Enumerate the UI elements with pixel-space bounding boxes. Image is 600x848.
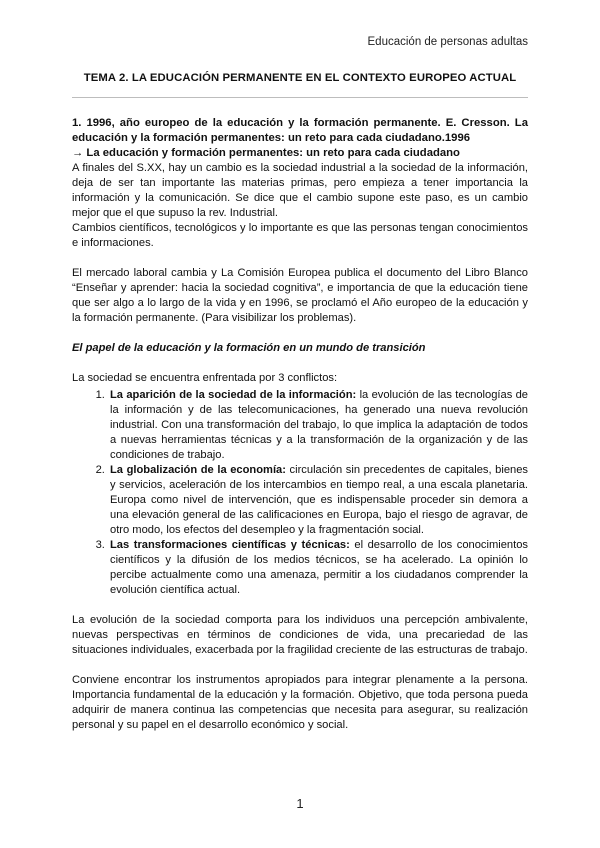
paragraph-1: A finales del S.XX, hay un cambio es la sociedad industrial a la sociedad de la información, deja de ser tan importante las materias primas, pero empieza a tener importancia la información y la comunicación. Se dice que el cambio supone este paso, es un cambio mejor que el que supuso la rev. Industrial. — [72, 162, 528, 219]
title-divider — [72, 97, 528, 98]
paragraph-5: Conviene encontrar los instrumentos apropiados para integrar plenamente a la persona. Importancia fundamental de la educación y la formación. Objetivo, que toda persona pueda adquirir de manera continua las competencias que necesita para asegurar, su realización personal y su papel en el desarrollo económico y social. — [72, 674, 528, 731]
page-number: 1 — [296, 796, 304, 811]
paragraph-2: Cambios científicos, tecnológicos y lo importante es que las personas tengan conocimientos e informaciones. — [72, 222, 528, 249]
conflict-text: circulación sin precedentes de capitales, bienes y servicios, aceleración de los intercambios en tiempo real, a una escala planetaria. Europa como nivel de intervención, que es indispensable proceder sin demora a una elevación general de las calificaciones en Europa, bajo el riesgo de agravar, de otro modo, los efectos del desempleo y la fragmentación social. — [110, 464, 528, 536]
conflict-title: Las transformaciones científicas y técnicas: — [110, 539, 350, 551]
paragraph-4: La evolución de la sociedad comporta para los individuos una percepción ambivalente, nuevas perspectivas en términos de condiciones de vida, una precariedad de las situaciones individuales, exacerbada por la fragilidad creciente de las estructuras de trabajo. — [72, 614, 528, 656]
conflict-title: La globalización de la economía: — [110, 464, 286, 476]
conflicts-intro: La sociedad se encuentra enfrentada por 3 conflictos: — [72, 372, 338, 384]
conflict-title: La aparición de la sociedad de la información: — [110, 389, 357, 401]
document-title: TEMA 2. LA EDUCACIÓN PERMANENTE EN EL CONTEXTO EUROPEO ACTUAL — [83, 72, 517, 84]
document-body — [72, 116, 528, 733]
list-item — [108, 388, 528, 463]
conflicts-list — [72, 388, 528, 598]
list-item — [108, 463, 528, 538]
arrow-heading: → La educación y formación permanentes: un reto para cada ciudadano — [72, 147, 460, 159]
conflict-text: la evolución de las tecnologías de la información y de las telecomunicaciones, ha generado una nueva revolución industrial. Con una transformación del trabajo, lo que implica la adaptación de todos a nuevas herramientas técnicas y a la transformación de la organización y de las condiciones de trabajo. — [110, 389, 528, 461]
paragraph-3: El mercado laboral cambia y La Comisión Europea publica el documento del Libro Blanco “Enseñar y aprender: hacia la sociedad cognitiva”, e importancia de que la educación tiene que ser algo a lo largo de la vida y en 1996, se proclamó el Año europeo de la educación y la formación permanente. (Para visibilizar los problemas). — [72, 267, 528, 324]
conflict-text: el desarrollo de los conocimientos científicos y la difusión de los medios técnicos, se ha acelerado. La opinión lo percibe actualmente como una amenaza, permitir a los ciudadanos comprender la evolución científica actual. — [110, 539, 528, 596]
section-heading: 1. 1996, año europeo de la educación y la formación permanente. E. Cresson. La educación y la formación permanentes: un reto para cada ciudadano.1996 — [72, 117, 528, 144]
running-header: Educación de personas adultas — [367, 36, 528, 48]
subheading: El papel de la educación y la formación en un mundo de transición — [72, 342, 426, 354]
list-item — [108, 538, 528, 598]
